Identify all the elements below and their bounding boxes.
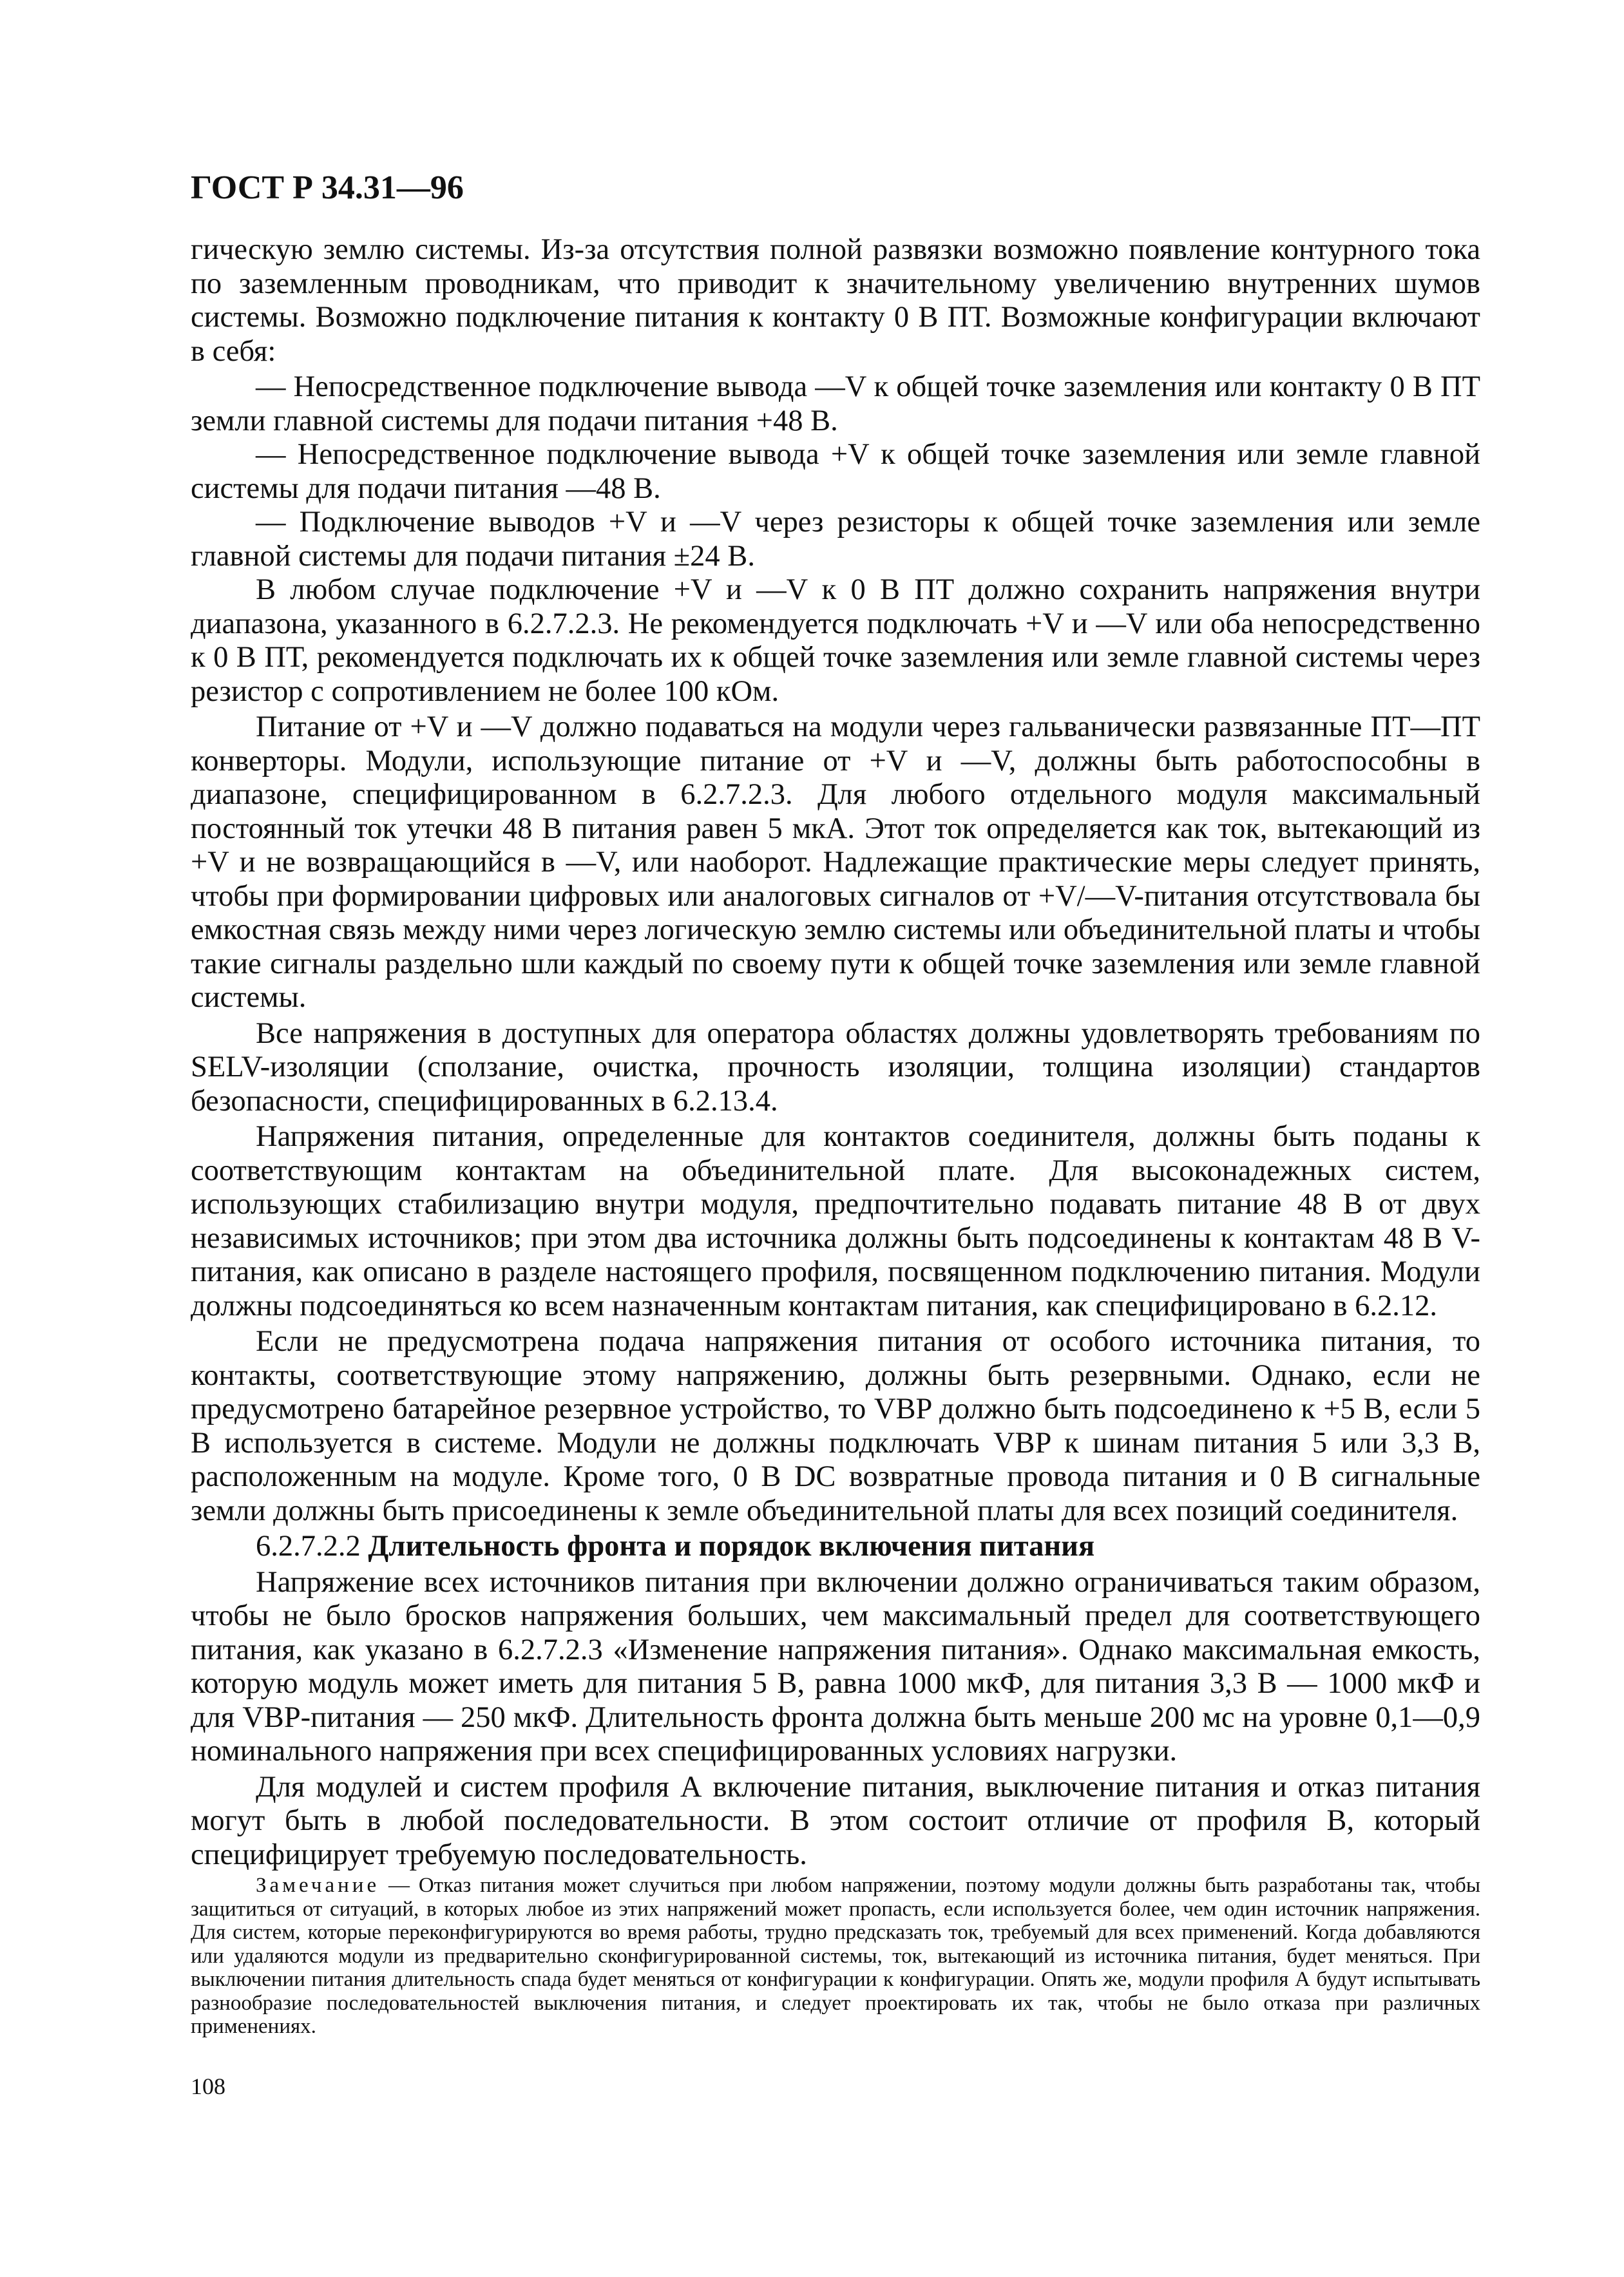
- note-label: Замечание: [256, 1874, 380, 1897]
- note-text: — Отказ питания может случиться при любом напряжении, поэтому модули должны быть разработаны так, чтобы защититься от ситуаций, в которых любое из этих напряжений может пропасть, если используется более, чем один источник напряжения. Для систем, которые переконфигурируются во время работы, трудно предсказать ток, требуемый для всех применений. Когда добавляются или удаляются модули из предварительно сконфигурированной системы, ток, вытекающий из источника питания, будет меняться. При выключении питания длительность спада будет меняться от конфигурации к конфигурации. Опять же, модули профиля А будут испытывать разнообразие последовательностей выключения питания, и следует проектировать их так, чтобы не было отказа при различных применениях.: [191, 1874, 1480, 2038]
- paragraph: Напряжение всех источников питания при включении должно ограничиваться таким образом, чтобы не было бросков напряжения больших, чем максимальный предел для соответствующего питания, как указано в 6.2.7.2.3 «Изменение напряжения питания». Однако максимальная емкость, которую модуль может иметь для питания 5 В, равна 1000 мкФ, для питания 3,3 В — 1000 мкФ и для VBP-питания — 250 мкФ. Длительность фронта должна быть меньше 200 мс на уровне 0,1—0,9 номинального напряжения при всех специфицированных условиях нагрузки.: [191, 1565, 1480, 1767]
- section-title: Длительность фронта и порядок включения питания: [368, 1530, 1095, 1563]
- paragraph: гическую землю системы. Из-за отсутствия полной развязки возможно появление контурного тока по заземленным проводникам, что приводит к значительному увеличению внутренних шумов системы. Возможно подключение питания к контакту 0 В ПТ. Возможные конфигурации включают в себя:: [191, 233, 1480, 368]
- paragraph: Если не предусмотрена подача напряжения питания от особого источника питания, то контакты, соответствующие этому напряжению, должны быть резервными. Однако, если не предусмотрено батарейное резервное устройство, то VBP должно быть подсоединено к +5 В, если 5 В используется в системе. Модули не должны подключать VBP к шинам питания 5 или 3,3 В, расположенным на модуле. Кроме того, 0 В DC возвратные провода питания и 0 В сигнальные земли должны быть присоединены к земле объединительной платы для всех позиций соединителя.: [191, 1325, 1480, 1527]
- list-item: — Непосредственное подключение вывода —V к общей точке заземления или контакту 0 В ПТ земли главной системы для подачи питания +48 В.: [191, 370, 1480, 437]
- paragraph: Для модулей и систем профиля А включение питания, выключение питания и отказ питания могут быть в любой последовательности. В этом состоит отличие от профиля В, который специфицирует требуемую последовательность.: [191, 1770, 1480, 1871]
- paragraph: Все напряжения в доступных для оператора областях должны удовлетворять требованиям по SELV-изоляции (сползание, очистка, прочность изоляции, толщина изоляции) стандартов безопасности, специфицированных в 6.2.13.4.: [191, 1016, 1480, 1118]
- section-heading: [191, 1530, 1480, 1564]
- paragraph: В любом случае подключение +V и —V к 0 В ПТ должно сохранить напряжения внутри диапазона, указанного в 6.2.7.2.3. Не рекомендуется подключать +V и —V или оба непосредственно к 0 В ПТ, рекомендуется подключать их к общей точке заземления или земле главной системы через резистор с сопротивлением не более 100 кОм.: [191, 573, 1480, 708]
- document-body: [191, 233, 1480, 2041]
- section-number: 6.2.7.2.2: [256, 1530, 361, 1563]
- list-item: — Подключение выводов +V и —V через резисторы к общей точке заземления или земле главной системы для подачи питания ±24 В.: [191, 506, 1480, 573]
- document-header: ГОСТ Р 34.31—96: [191, 169, 464, 206]
- paragraph: Питание от +V и —V должно подаваться на модули через гальванически развязанные ПТ—ПТ конверторы. Модули, использующие питание от +V и —V, должны быть работоспособны в диапазоне, специфицированном в 6.2.7.2.3. Для любого отдельного модуля максимальный постоянный ток утечки 48 В питания равен 5 мкА. Этот ток определяется как ток, вытекающий из +V и не возвращающийся в —V, или наоборот. Надлежащие практические меры следует принять, чтобы при формировании цифровых или аналоговых сигналов от +V/—V-питания отсутствовала бы емкостная связь между ними через логическую землю системы или объединительной платы и чтобы такие сигналы раздельно шли каждый по своему пути к общей точке заземления или земле главной системы.: [191, 710, 1480, 1014]
- note: [191, 1874, 1480, 2039]
- paragraph: Напряжения питания, определенные для контактов соединителя, должны быть поданы к соответствующим контактам на объединительной плате. Для высоконадежных систем, использующих стабилизацию внутри модуля, предпочтительно подавать питание 48 В от двух независимых источников; при этом два источника должны быть подсоединены к контактам 48 В V-питания, как описано в разделе настоящего профиля, посвященном подключению питания. Модули должны подсоединяться ко всем назначенным контактам питания, как специфицировано в 6.2.12.: [191, 1120, 1480, 1322]
- page-number: 108: [191, 2073, 225, 2099]
- list-item: — Непосредственное подключение вывода +V к общей точке заземления или земле главной системы для подачи питания —48 В.: [191, 438, 1480, 505]
